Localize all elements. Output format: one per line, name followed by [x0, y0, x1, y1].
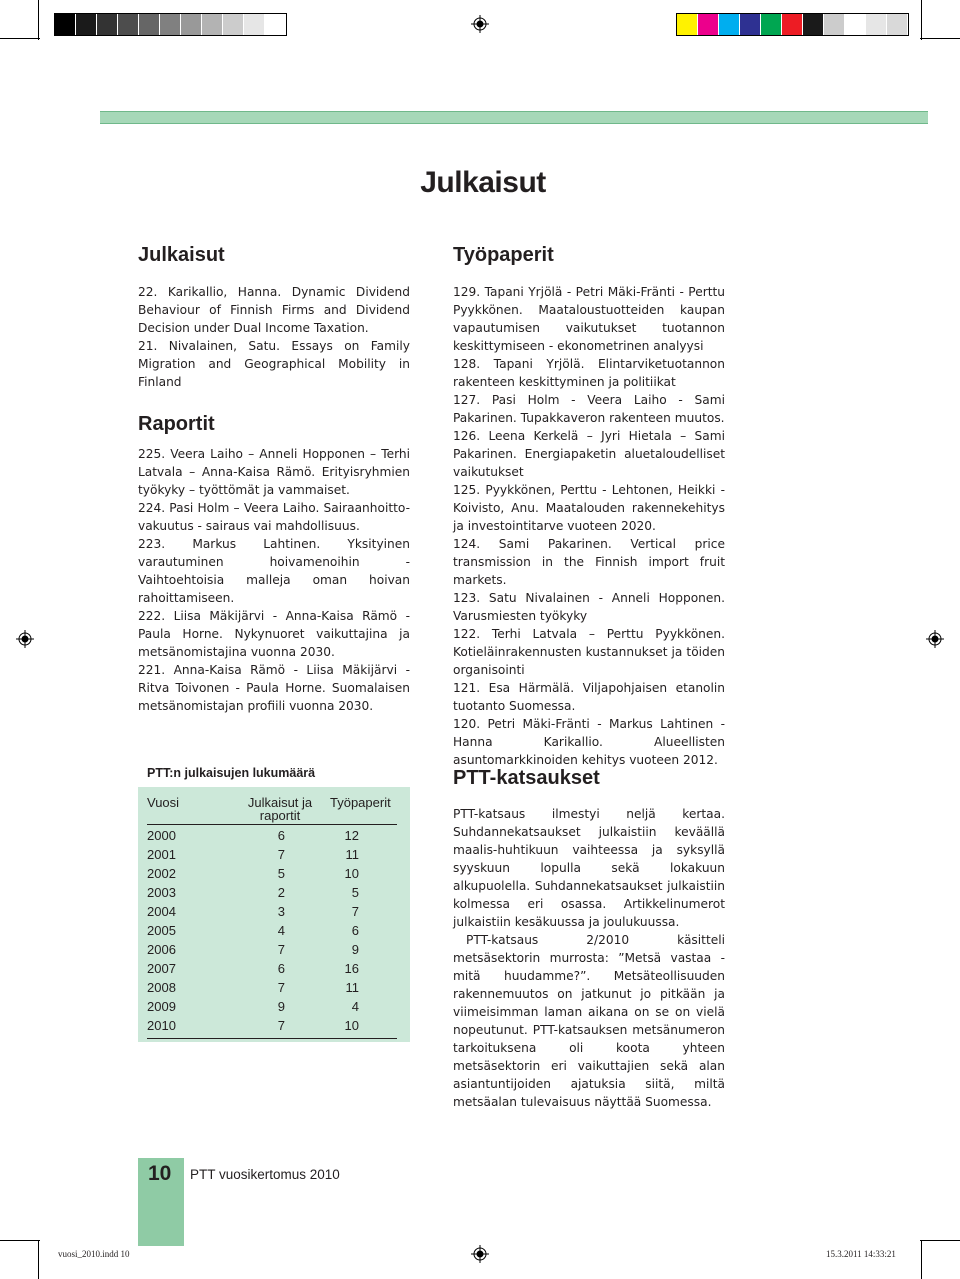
list-item: 129. Tapani Yrjölä - Petri Mäki-Fränti - Perttu Pyykkönen. Maataloustuotteiden kaupan vapautumisen vaikutukset tuotannon keskittymiseen - ekonometrinen analyysi [453, 285, 725, 353]
crop-mark [921, 0, 922, 40]
color-swatch [181, 14, 202, 35]
color-swatch [97, 14, 118, 35]
color-swatch [677, 14, 698, 35]
table-cell-tyopaperit: 16 [344, 961, 359, 976]
publication-name: PTT vuosikertomus 2010 [190, 1167, 340, 1182]
crop-mark [0, 38, 40, 39]
color-swatch [803, 14, 824, 35]
color-swatch [202, 14, 223, 35]
color-swatch [160, 14, 181, 35]
color-swatch [845, 14, 866, 35]
table-row [147, 996, 397, 1015]
table-cell-julkaisut: 2 [277, 885, 285, 900]
list-item: 125. Pyykkönen, Perttu - Lehtonen, Heikki - Koivisto, Anu. Maatalouden rakennekehitys ja investointitarve vuoteen 2020. [453, 483, 725, 533]
table-cell-tyopaperit: 11 [345, 847, 359, 862]
list-item: 126. Leena Kerkelä – Jyri Hietala – Sami Pakarinen. Energiapaketin aluetaloudelliset vaikutukset [453, 429, 725, 479]
publications-table [147, 796, 397, 1039]
color-swatch [118, 14, 139, 35]
tyopaperit-list [453, 283, 725, 769]
table-cell-year: 2000 [147, 828, 176, 843]
color-swatch [887, 14, 908, 35]
page-number: 10 [148, 1162, 172, 1185]
cmyk-color-bar [676, 13, 909, 36]
table-cell-julkaisut: 7 [277, 942, 285, 957]
table-row [147, 882, 397, 901]
table-cell-julkaisut: 6 [277, 961, 285, 976]
table-cell-year: 2003 [147, 885, 176, 900]
list-item: 22. Karikallio, Hanna. Dynamic Dividend Behaviour of Finnish Firms and Dividend Decision under Dual Income Taxation. [138, 285, 410, 335]
registration-mark-icon [471, 1245, 489, 1263]
table-cell-julkaisut: 7 [277, 980, 285, 995]
table-body [147, 825, 397, 1034]
table-cell-year: 2010 [147, 1018, 176, 1033]
table-cell-julkaisut: 5 [277, 866, 285, 881]
registration-mark-icon [471, 15, 489, 33]
table-cell-tyopaperit: 10 [344, 866, 359, 881]
crop-mark [0, 1240, 40, 1241]
list-item: 21. Nivalainen, Satu. Essays on Family Migration and Geographical Mobility in Finland [138, 339, 410, 389]
table-cell-julkaisut: 6 [277, 828, 285, 843]
table-title: PTT:n julkaisujen lukumäärä [147, 766, 316, 780]
table-cell-year: 2002 [147, 866, 176, 881]
table-cell-tyopaperit: 9 [351, 942, 359, 957]
timestamp-slug: 15.3.2011 14:33:21 [826, 1249, 896, 1259]
list-item: 123. Satu Nivalainen - Anneli Hopponen. Varusmiesten työkyky [453, 591, 725, 623]
grayscale-color-bar [54, 13, 287, 36]
list-item: 122. Terhi Latvala – Perttu Pyykkönen. Kotieläinrakennusten kustannukset ja töiden organisointi [453, 627, 725, 677]
crop-mark [38, 0, 39, 40]
list-item: 127. Pasi Holm - Veera Laiho - Sami Pakarinen. Tupakkaveron rakenteen muutos. [453, 393, 725, 425]
list-item: 128. Tapani Yrjölä. Elintarviketuotannon rakenteen keskittyminen ja politiikat [453, 357, 725, 389]
table-cell-julkaisut: 3 [277, 904, 285, 919]
table-cell-year: 2008 [147, 980, 176, 995]
crop-mark [920, 38, 960, 39]
color-swatch [265, 14, 286, 35]
list-item: 225. Veera Laiho – Anneli Hopponen – Terhi Latvala – Anna-Kaisa Rämö. Erityisryhmien työkyky – työttömät ja vammaiset. [138, 447, 410, 497]
list-item: 120. Petri Mäki-Fränti - Markus Lahtinen - Hanna Karikallio. Alueellisten asuntomarkkinoiden kehitys vuoteen 2012. [453, 717, 725, 767]
table-cell-tyopaperit: 6 [351, 923, 359, 938]
color-swatch [740, 14, 761, 35]
list-item: 222. Liisa Mäkijärvi - Anna-Kaisa Rämö - Paula Horne. Nykynuoret vaikuttajina ja metsänomistajina vuonna 2030. [138, 609, 410, 659]
table-cell-julkaisut: 7 [277, 1018, 285, 1033]
julkaisut-list [138, 283, 410, 391]
crop-mark [920, 1240, 960, 1241]
table-row [147, 1015, 397, 1034]
color-swatch [866, 14, 887, 35]
color-swatch [824, 14, 845, 35]
julkaisut-heading: Julkaisut [138, 244, 225, 266]
color-swatch [55, 14, 76, 35]
registration-mark-icon [926, 630, 944, 648]
list-item: 221. Anna-Kaisa Rämö - Liisa Mäkijärvi - Ritva Toivonen - Paula Horne. Suomalaisen metsänomistajan profiili vuonna 2030. [138, 663, 410, 713]
color-swatch [223, 14, 244, 35]
katsaukset-heading: PTT-katsaukset [453, 767, 600, 789]
file-slug: vuosi_2010.indd 10 [58, 1249, 130, 1259]
table-cell-year: 2004 [147, 904, 176, 919]
table-cell-tyopaperit: 5 [351, 885, 359, 900]
table-cell-julkaisut: 4 [277, 923, 285, 938]
table-cell-year: 2005 [147, 923, 176, 938]
table-cell-year: 2001 [147, 847, 176, 862]
color-swatch [76, 14, 97, 35]
col-header-julkaisut: Julkaisut ja raportit [247, 795, 313, 823]
table-row [147, 920, 397, 939]
col-header-vuosi: Vuosi [147, 795, 180, 810]
crop-mark [921, 1240, 922, 1279]
table-cell-julkaisut: 9 [277, 999, 285, 1014]
raportit-heading: Raportit [138, 413, 215, 435]
table-cell-tyopaperit: 12 [344, 828, 359, 843]
header-accent-bar [100, 111, 928, 124]
raportit-list [138, 445, 410, 715]
tyopaperit-heading: Työpaperit [453, 244, 554, 266]
table-cell-year: 2009 [147, 999, 176, 1014]
color-swatch [761, 14, 782, 35]
crop-mark [38, 1240, 39, 1279]
table-row [147, 844, 397, 863]
color-swatch [244, 14, 265, 35]
table-cell-year: 2007 [147, 961, 176, 976]
katsaukset-body [453, 805, 725, 1111]
table-row [147, 958, 397, 977]
table-cell-tyopaperit: 10 [344, 1018, 359, 1033]
list-item: 124. Sami Pakarinen. Vertical price transmission in the Finnish import fruit markets. [453, 537, 725, 587]
color-swatch [698, 14, 719, 35]
table-cell-julkaisut: 7 [277, 847, 285, 862]
table-row [147, 939, 397, 958]
table-cell-tyopaperit: 4 [351, 999, 359, 1014]
table-row [147, 901, 397, 920]
table-cell-tyopaperit: 7 [351, 904, 359, 919]
list-item: 121. Esa Härmälä. Viljapohjaisen etanolin tuotanto Suomessa. [453, 681, 725, 713]
list-item: 223. Markus Lahtinen. Yksityinen varautuminen hoivamenoihin - Vaihtoehtoisia malleja oman hoivan rahoittamiseen. [138, 537, 410, 605]
table-header [147, 796, 397, 825]
paragraph: PTT-katsaus 2/2010 käsitteli metsäsektorin murrosta: ”Metsä vastaa - mitä huudamme?”. Metsäteollisuuden rakennemuutos on jatkunut jo pitkään ja viimeisimman laman aikana on se on vielä nopeutunut. PTT-katsauksen metsänumeron tarkoituksena oli koota yhteen metsäsektorin eri vaikuttajien sekä alan asiantuntijoiden ajatuksia siitä, miltä metsäalan tulevaisuus näyttää Suomessa. [453, 933, 725, 1109]
table-row [147, 825, 397, 844]
color-swatch [782, 14, 803, 35]
color-swatch [139, 14, 160, 35]
page-title: Julkaisut [420, 166, 546, 199]
table-cell-tyopaperit: 11 [345, 980, 359, 995]
list-item: 224. Pasi Holm – Veera Laiho. Sairaanhoitto-vakuutus - sairaus vai mahdollisuus. [138, 501, 410, 533]
table-row [147, 977, 397, 996]
color-swatch [719, 14, 740, 35]
registration-mark-icon [16, 630, 34, 648]
table-row [147, 863, 397, 882]
table-bottom-rule [147, 1034, 397, 1039]
col-header-tyopaperit: Työpaperit [330, 795, 391, 810]
paragraph: PTT-katsaus ilmestyi neljä kertaa. Suhdannekatsaukset julkaistiin keväällä maalis-huhtikuun vaihteessa ja syksyllä syyskuun lopulla sekä lokakuun alkupuolella. Suhdannekatsaukset julkaistiin kolmessa eri osassa. Artikkelinumerot julkaistiin kesäkuussa ja joulukuussa. [453, 807, 725, 929]
table-cell-year: 2006 [147, 942, 176, 957]
